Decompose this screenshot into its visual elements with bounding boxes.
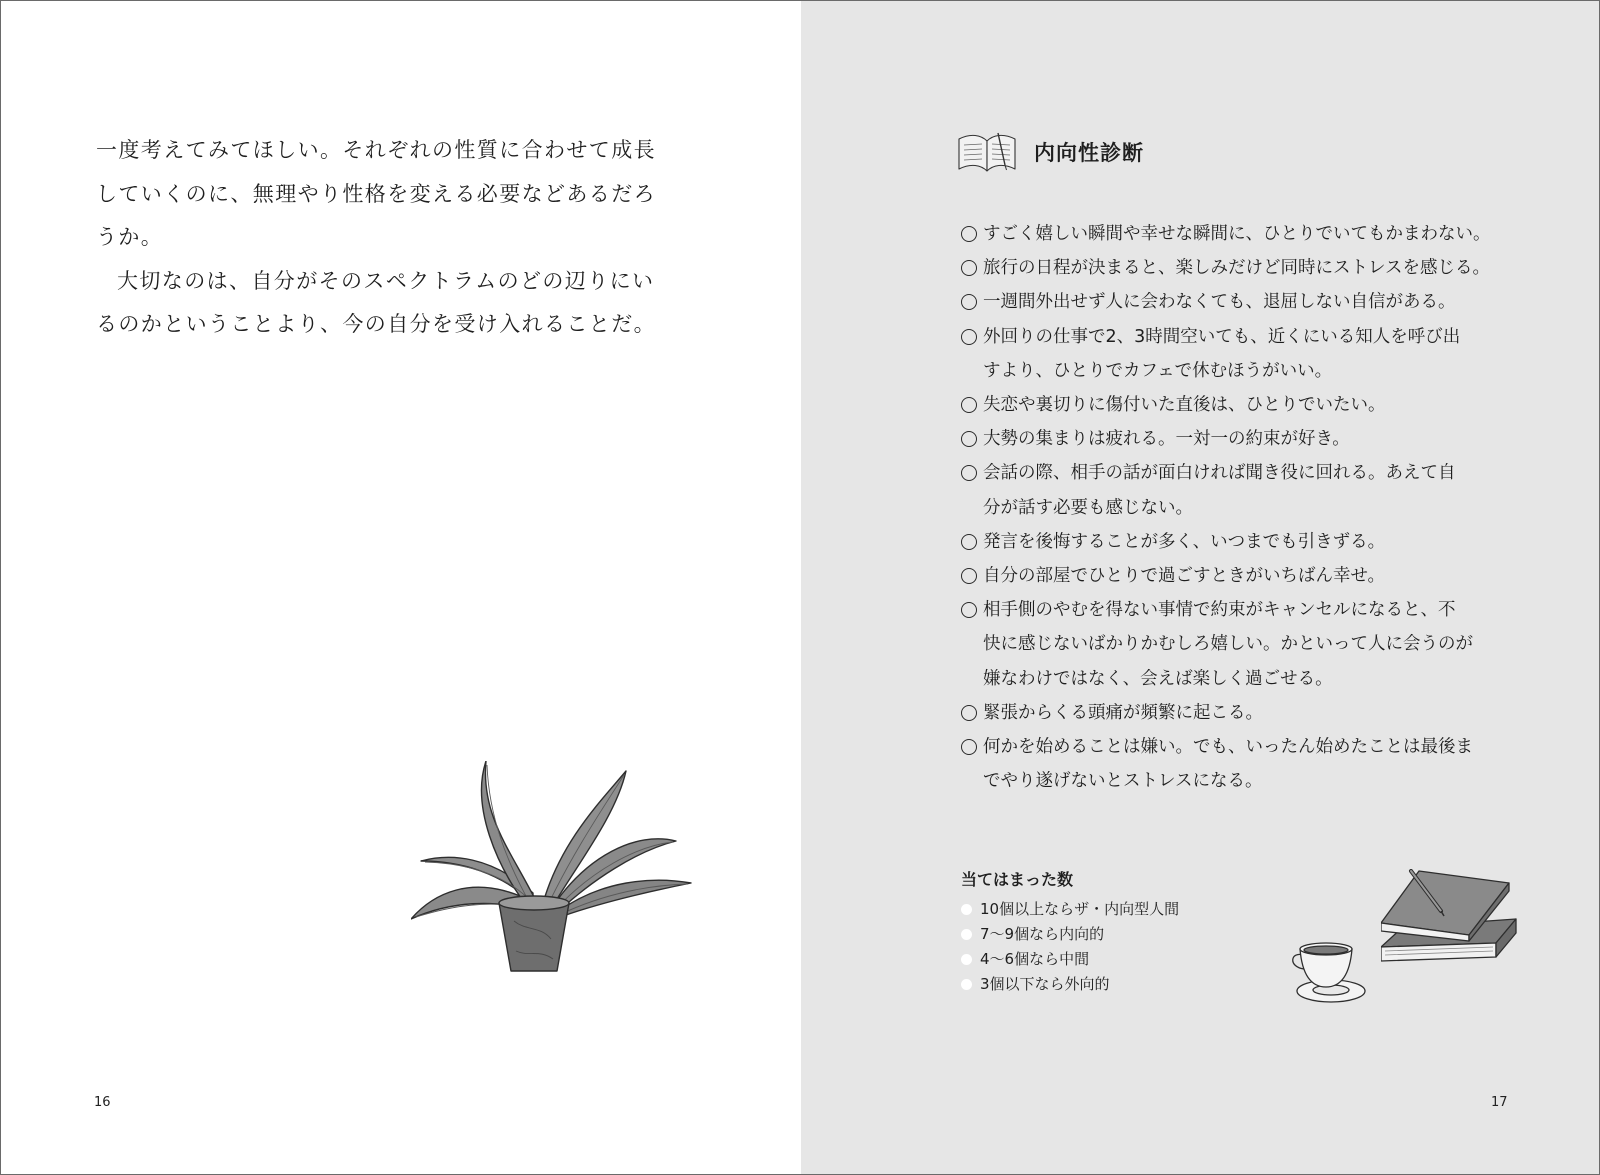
score-item	[961, 972, 1179, 997]
checklist-item-text: 分が話す必要も感じない。	[983, 497, 1193, 518]
score-item-text: 3個以下なら外向的	[980, 975, 1110, 993]
checklist-item	[961, 696, 1561, 730]
checklist-item-text: 嫌なわけではなく、会えば楽しく過ごせる。	[983, 668, 1333, 689]
score-guide	[961, 867, 1179, 997]
checklist-item-text: 一週間外出せず人に会わなくても、退屈しない自信がある。	[983, 292, 1456, 313]
score-item	[961, 947, 1179, 972]
checkbox-circle-icon[interactable]	[961, 294, 977, 310]
checklist-item	[961, 456, 1561, 524]
tea-surface	[1304, 946, 1348, 954]
score-item-text: 4〜6個なら中間	[980, 950, 1090, 968]
checklist-item	[961, 593, 1561, 696]
checkbox-circle-icon[interactable]	[961, 534, 977, 550]
checkbox-circle-icon[interactable]	[961, 739, 977, 755]
bullet-icon	[961, 979, 972, 990]
checklist-item-text: 外回りの仕事で2、3時間空いても、近くにいる知人を呼び出	[983, 326, 1461, 347]
body-line: 大切なのは、自分がそのスペクトラムのどの辺りにい	[117, 268, 655, 293]
checklist-item-text: 失恋や裏切りに傷付いた直後は、ひとりでいたい。	[983, 395, 1386, 416]
plant-leaf	[482, 761, 536, 909]
checklist-item-text: 発言を後悔することが多く、いつまでも引きずる。	[983, 531, 1386, 552]
checklist-item-text: 相手側のやむを得ない事情で約束がキャンセルになると、不	[983, 600, 1456, 621]
checklist-item-text: でやり遂げないとストレスになる。	[983, 771, 1263, 792]
checklist-item-text: 旅行の日程が決まると、楽しみだけど同時にストレスを感じる。	[983, 258, 1490, 279]
page-number: 17	[1491, 1095, 1508, 1110]
checklist-item-text: 緊張からくる頭痛が頻繁に起こる。	[983, 702, 1263, 723]
checklist-item-text: 大勢の集まりは疲れる。一対一の約束が好き。	[983, 429, 1350, 450]
plant-pot	[499, 903, 569, 971]
score-item-text: 10個以上ならザ・内向型人間	[980, 900, 1180, 918]
checkbox-circle-icon[interactable]	[961, 431, 977, 447]
checkbox-circle-icon[interactable]	[961, 568, 977, 584]
checklist-item	[961, 525, 1561, 559]
body-text	[96, 129, 656, 347]
checklist-item-text: すごく嬉しい瞬間や幸せな瞬間に、ひとりでいてもかまわない。	[983, 224, 1491, 244]
checklist-item-text: すより、ひとりでカフェで休むほうがいい。	[983, 360, 1333, 381]
body-line: していくのに、無理やり性格を変える必要などあるだろ	[96, 181, 656, 206]
open-book-icon	[956, 129, 1018, 175]
checklist-item	[961, 320, 1561, 388]
checkbox-circle-icon[interactable]	[961, 465, 977, 481]
checklist-item	[961, 559, 1561, 593]
plant-pot-rim	[499, 896, 569, 910]
checkbox-circle-icon[interactable]	[961, 260, 977, 276]
potted-plant-illustration	[411, 761, 701, 1001]
checklist-item-text: 自分の部屋でひとりで過ごすときがいちばん幸せ。	[983, 566, 1385, 587]
checklist-item	[961, 422, 1561, 456]
stacked-books-illustration	[1381, 869, 1521, 981]
score-item	[961, 897, 1179, 922]
score-item	[961, 922, 1179, 947]
bullet-icon	[961, 954, 972, 965]
score-title: 当てはまった数	[961, 870, 1074, 889]
section-header	[956, 129, 1144, 175]
checklist-item	[961, 285, 1561, 319]
checkbox-circle-icon[interactable]	[961, 602, 977, 618]
body-line: 一度考えてみてほしい。それぞれの性質に合わせて成長	[96, 138, 656, 162]
checklist-item	[961, 730, 1561, 798]
checkbox-circle-icon[interactable]	[961, 705, 977, 721]
body-line: うか。	[96, 225, 164, 249]
page-number: 16	[94, 1095, 111, 1110]
left-page	[1, 1, 801, 1175]
bullet-icon	[961, 904, 972, 915]
bullet-icon	[961, 929, 972, 940]
checklist-item	[961, 388, 1561, 422]
teacup-illustration	[1286, 937, 1386, 1007]
body-line: るのかということより、今の自分を受け入れることだ。	[96, 312, 656, 336]
section-title: 内向性診断	[1034, 141, 1144, 165]
checkbox-circle-icon[interactable]	[961, 226, 977, 242]
checklist-item-text: 快に感じないばかりかむしろ嬉しい。かといって人に会うのが	[983, 634, 1473, 655]
introversion-checklist	[961, 217, 1561, 798]
checklist-item-text: 何かを始めることは嫌い。でも、いったん始めたことは最後ま	[983, 737, 1473, 758]
checklist-item	[961, 217, 1561, 251]
checkbox-circle-icon[interactable]	[961, 329, 977, 345]
score-list	[961, 897, 1179, 997]
checkbox-circle-icon[interactable]	[961, 397, 977, 413]
score-item-text: 7〜9個なら内向的	[980, 925, 1105, 943]
checklist-item-text: 会話の際、相手の話が面白ければ聞き役に回れる。あえて自	[983, 463, 1456, 484]
checklist-item	[961, 251, 1561, 285]
